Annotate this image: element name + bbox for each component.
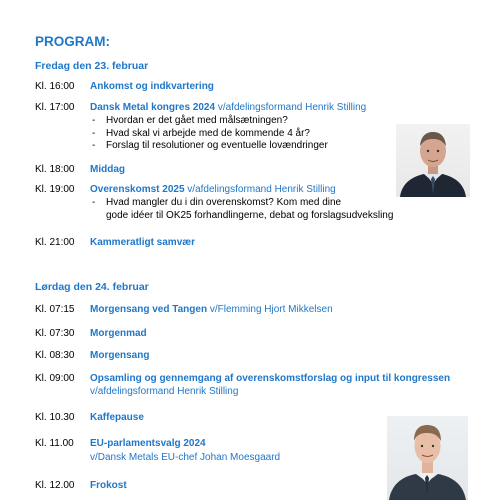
time-label: Kl. 07:30 — [35, 328, 75, 339]
portrait-image — [396, 124, 470, 197]
agenda-title-text: Opsamling og gennemgang af overenskomstforslag og input til kongressen — [90, 373, 451, 384]
agenda-title-text: Morgensang — [90, 350, 150, 361]
day-heading-friday: Fredag den 23. februar — [35, 60, 149, 72]
agenda-title-text: Middag — [90, 164, 125, 175]
agenda-bullets — [90, 197, 393, 222]
agenda-title — [90, 237, 195, 248]
agenda-title — [90, 328, 147, 339]
speaker-photo-2 — [387, 416, 468, 500]
agenda-speaker: v/afdelingsformand Henrik Stilling — [215, 102, 367, 113]
agenda-speaker: v/Flemming Hjort Mikkelsen — [207, 304, 333, 315]
day-heading-saturday: Lørdag den 24. februar — [35, 281, 149, 293]
portrait-image — [387, 416, 468, 500]
bullet-text: Forslag til resolutioner og eventuelle lovændringer — [106, 140, 328, 151]
agenda-title-text: Dansk Metal kongres 2024 — [90, 102, 216, 113]
agenda-subline: v/Dansk Metals EU-chef Johan Moesgaard — [90, 452, 281, 463]
agenda-title — [90, 350, 149, 361]
agenda-title — [90, 184, 336, 195]
time-label: Kl. 08:30 — [35, 350, 75, 361]
bullet-item — [90, 210, 393, 223]
time-label: Kl. 21:00 — [35, 237, 75, 248]
agenda-title-text: Frokost — [90, 480, 127, 491]
agenda-title-text: Ankomst og indkvartering — [90, 81, 214, 92]
agenda-title — [90, 304, 333, 315]
agenda-title — [90, 81, 214, 92]
time-label: Kl. 18:00 — [35, 164, 75, 175]
agenda-speaker: v/afdelingsformand Henrik Stilling — [184, 184, 336, 195]
bullet-item — [90, 140, 328, 153]
agenda-title-text: Kaffepause — [90, 412, 144, 423]
agenda-title-text: Morgensang ved Tangen — [90, 304, 208, 315]
page-heading: PROGRAM: — [35, 34, 110, 49]
time-label: Kl. 10.30 — [35, 412, 75, 423]
speaker-photo-1 — [396, 124, 470, 197]
dash-icon: - — [92, 115, 96, 126]
bullet-text: Hvad mangler du i din overenskomst? Kom med dine — [106, 197, 342, 208]
agenda-bullets — [90, 115, 328, 153]
time-label: Kl. 17:00 — [35, 102, 75, 113]
bullet-item — [90, 197, 393, 210]
dash-icon: - — [92, 127, 96, 139]
time-label: Kl. 09:00 — [35, 373, 75, 384]
agenda-title — [90, 102, 366, 113]
time-label: Kl. 16:00 — [35, 81, 75, 92]
agenda-title-text: Overenskomst 2025 — [90, 184, 185, 195]
agenda-subline: v/afdelingsformand Henrik Stilling — [90, 386, 239, 397]
time-label: Kl. 11.00 — [35, 438, 74, 449]
agenda-title — [90, 412, 144, 423]
agenda-title-text: EU-parlamentsvalg 2024 — [90, 438, 206, 449]
bullet-text: Hvad skal vi arbejde med de kommende 4 år? — [106, 127, 310, 139]
time-label: Kl. 12.00 — [35, 480, 75, 491]
bullet-text: Hvordan er det gået med målsætningen? — [106, 115, 288, 126]
time-label: Kl. 19:00 — [35, 184, 75, 195]
agenda-title-text: Kammeratligt samvær — [90, 237, 196, 248]
dash-icon: - — [92, 197, 96, 208]
agenda-title — [90, 438, 206, 449]
time-label: Kl. 07:15 — [35, 304, 75, 315]
bullet-item — [90, 115, 328, 128]
bullet-item — [90, 128, 328, 141]
bullet-text: gode idéer til OK25 forhandlingerne, debat og forslagsudveksling — [106, 209, 394, 221]
agenda-title — [90, 373, 450, 384]
agenda-title — [90, 164, 125, 175]
dash-icon: - — [92, 140, 96, 151]
agenda-title — [90, 480, 127, 491]
agenda-title-text: Morgenmad — [90, 328, 147, 339]
